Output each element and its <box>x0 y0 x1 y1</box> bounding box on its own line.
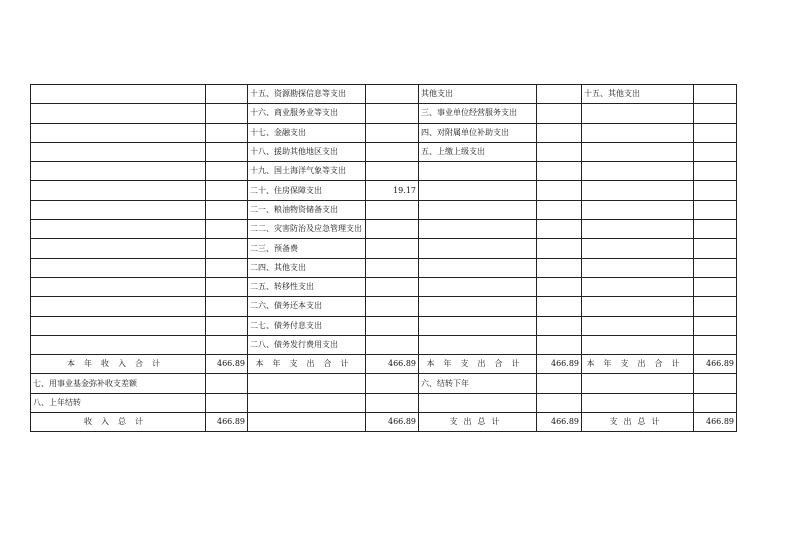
table-cell: 466.89 <box>206 413 248 432</box>
table-cell <box>537 374 582 393</box>
table-cell: 十九、国土海洋气象等支出 <box>248 162 366 181</box>
table-row <box>31 374 737 393</box>
table-cell <box>419 277 537 296</box>
table-cell: 本年支出合计 <box>419 355 537 374</box>
table-cell: 八、上年结转 <box>31 393 206 412</box>
table-cell <box>31 258 206 277</box>
table-cell <box>248 374 366 393</box>
table-cell <box>582 258 694 277</box>
table-cell: 466.89 <box>206 355 248 374</box>
table-cell <box>694 335 737 354</box>
table-cell <box>31 104 206 123</box>
table-cell <box>537 162 582 181</box>
table-cell <box>366 162 419 181</box>
table-cell <box>419 220 537 239</box>
table-cell: 五、上缴上级支出 <box>419 142 537 161</box>
table-cell <box>206 142 248 161</box>
table-cell <box>206 335 248 354</box>
table-cell <box>537 316 582 335</box>
table-cell: 三、事业单位经营服务支出 <box>419 104 537 123</box>
table-cell <box>537 239 582 258</box>
table-cell <box>31 200 206 219</box>
table-cell <box>537 200 582 219</box>
table-cell: 支出总计 <box>419 413 537 432</box>
table-cell: 二八、债务发行费用支出 <box>248 335 366 354</box>
table-cell <box>537 277 582 296</box>
table-row <box>31 104 737 123</box>
table-cell: 466.89 <box>694 413 737 432</box>
table-cell <box>694 142 737 161</box>
table-cell <box>366 104 419 123</box>
table-cell <box>31 297 206 316</box>
table-cell <box>582 297 694 316</box>
table-cell <box>366 239 419 258</box>
table-cell <box>419 316 537 335</box>
table-cell: 466.89 <box>366 355 419 374</box>
table-cell <box>31 335 206 354</box>
table-row <box>31 142 737 161</box>
table-row <box>31 181 737 200</box>
table-cell <box>537 393 582 412</box>
table-cell: 十五、其他支出 <box>582 85 694 104</box>
table-cell <box>366 297 419 316</box>
table-cell: 二五、转移性支出 <box>248 277 366 296</box>
table-cell <box>537 220 582 239</box>
table-cell <box>31 162 206 181</box>
table-cell <box>537 104 582 123</box>
table-cell <box>694 316 737 335</box>
table-cell <box>366 316 419 335</box>
table-cell <box>206 123 248 142</box>
table-cell <box>31 277 206 296</box>
table-cell <box>582 239 694 258</box>
table-cell: 二二、灾害防治及应急管理支出 <box>248 220 366 239</box>
table-row <box>31 413 737 432</box>
table-row <box>31 162 737 181</box>
table-cell <box>419 200 537 219</box>
table-cell <box>419 393 537 412</box>
table-cell: 466.89 <box>366 413 419 432</box>
table-row <box>31 200 737 219</box>
table-cell: 十八、援助其他地区支出 <box>248 142 366 161</box>
table-row <box>31 393 737 412</box>
table-cell <box>537 181 582 200</box>
table-row <box>31 85 737 104</box>
table-cell <box>694 374 737 393</box>
table-cell <box>31 123 206 142</box>
table-cell: 十六、商业服务业等支出 <box>248 104 366 123</box>
table-cell <box>582 200 694 219</box>
table-cell <box>694 123 737 142</box>
table-row <box>31 220 737 239</box>
table-cell <box>694 220 737 239</box>
table-cell <box>366 258 419 277</box>
table-cell: 466.89 <box>537 413 582 432</box>
table-cell <box>694 258 737 277</box>
table-cell <box>694 200 737 219</box>
table-cell <box>537 142 582 161</box>
table-cell: 466.89 <box>694 355 737 374</box>
table-cell: 二七、债务付息支出 <box>248 316 366 335</box>
table-cell <box>582 277 694 296</box>
table-cell: 466.89 <box>537 355 582 374</box>
table-cell: 十七、金融支出 <box>248 123 366 142</box>
table-cell <box>419 335 537 354</box>
table-row <box>31 297 737 316</box>
table-cell <box>206 220 248 239</box>
table-cell <box>582 316 694 335</box>
table-cell <box>419 162 537 181</box>
table-row <box>31 335 737 354</box>
table-cell: 本年支出合计 <box>582 355 694 374</box>
budget-table <box>30 84 737 432</box>
table-cell <box>582 123 694 142</box>
table-cell <box>694 393 737 412</box>
table-cell <box>31 142 206 161</box>
table-row <box>31 258 737 277</box>
table-cell <box>206 104 248 123</box>
table-cell <box>206 181 248 200</box>
table-cell: 六、结转下年 <box>419 374 537 393</box>
table-cell <box>694 277 737 296</box>
table-cell <box>694 239 737 258</box>
table-row <box>31 239 737 258</box>
table-cell <box>206 200 248 219</box>
table-cell <box>31 220 206 239</box>
table-cell <box>366 200 419 219</box>
table-cell <box>419 258 537 277</box>
table-cell: 本年收入合计 <box>31 355 206 374</box>
table-cell <box>366 220 419 239</box>
table-cell <box>248 393 366 412</box>
table-cell <box>694 162 737 181</box>
table-cell <box>31 239 206 258</box>
table-cell <box>206 162 248 181</box>
table-cell: 二十、住房保障支出 <box>248 181 366 200</box>
table-cell: 十五、资源勘探信息等支出 <box>248 85 366 104</box>
table-row <box>31 277 737 296</box>
table-cell <box>206 393 248 412</box>
table-cell: 七、用事业基金弥补收支差额 <box>31 374 206 393</box>
table-cell <box>248 413 366 432</box>
table-cell <box>537 297 582 316</box>
table-cell <box>206 85 248 104</box>
table-cell <box>582 142 694 161</box>
table-cell <box>537 258 582 277</box>
table-cell: 二六、债务还本支出 <box>248 297 366 316</box>
table-cell <box>206 374 248 393</box>
table-cell <box>419 239 537 258</box>
table-cell <box>582 335 694 354</box>
table-cell: 二三、预备费 <box>248 239 366 258</box>
table-cell <box>694 297 737 316</box>
table-cell <box>366 393 419 412</box>
table-cell <box>206 258 248 277</box>
table-cell <box>537 123 582 142</box>
table-cell: 其他支出 <box>419 85 537 104</box>
table-cell <box>31 181 206 200</box>
table-cell <box>582 374 694 393</box>
table-cell <box>537 335 582 354</box>
table-cell <box>366 85 419 104</box>
table-cell <box>206 316 248 335</box>
table-row <box>31 316 737 335</box>
table-cell <box>694 104 737 123</box>
table-cell <box>537 85 582 104</box>
table-cell <box>582 162 694 181</box>
table-cell <box>419 181 537 200</box>
table-cell <box>206 239 248 258</box>
table-cell: 19.17 <box>366 181 419 200</box>
table-cell: 二四、其他支出 <box>248 258 366 277</box>
table-cell <box>31 85 206 104</box>
table-row <box>31 355 737 374</box>
table-cell: 支出总计 <box>582 413 694 432</box>
table-cell <box>582 393 694 412</box>
table-cell <box>366 277 419 296</box>
table-row <box>31 123 737 142</box>
table-cell <box>582 181 694 200</box>
table-cell: 四、对附属单位补助支出 <box>419 123 537 142</box>
table-cell: 二一、粮油物资储备支出 <box>248 200 366 219</box>
table-cell <box>366 123 419 142</box>
table-cell <box>694 181 737 200</box>
table-cell <box>419 297 537 316</box>
table-cell <box>582 220 694 239</box>
table-cell <box>366 374 419 393</box>
table-cell <box>582 104 694 123</box>
table-cell <box>206 277 248 296</box>
table-cell <box>366 335 419 354</box>
table-cell <box>206 297 248 316</box>
table-cell <box>366 142 419 161</box>
table-cell <box>694 85 737 104</box>
table-cell: 本年支出合计 <box>248 355 366 374</box>
table-cell: 收入总计 <box>31 413 206 432</box>
table-cell <box>31 316 206 335</box>
